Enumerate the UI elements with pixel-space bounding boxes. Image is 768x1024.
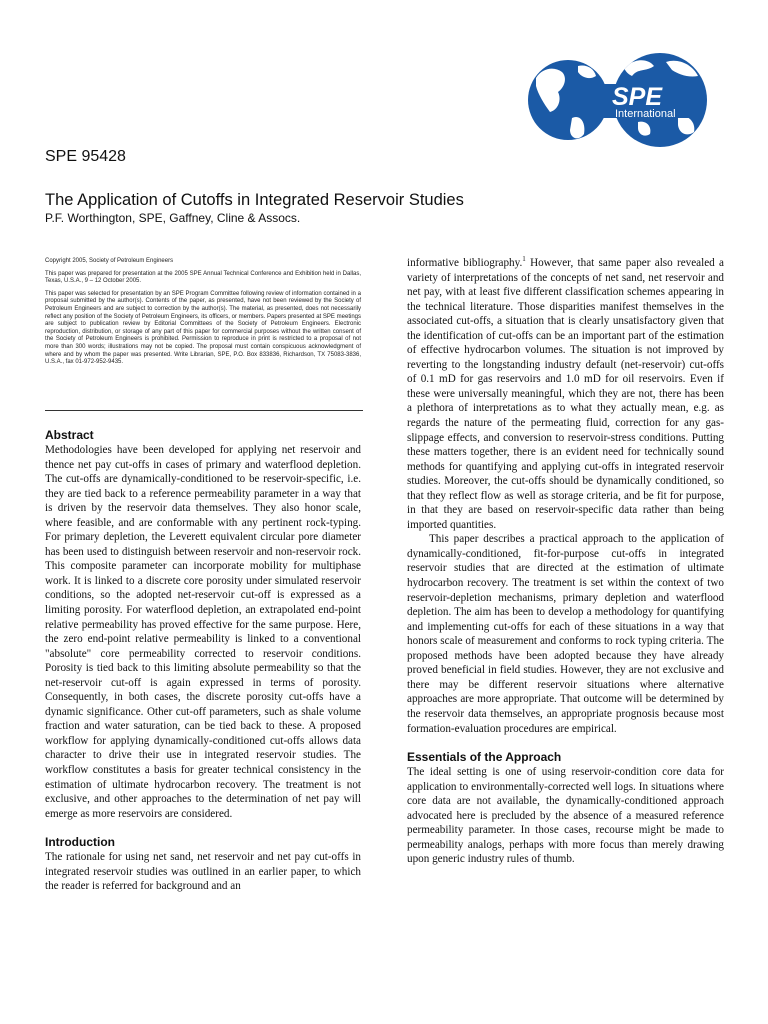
essentials-heading: Essentials of the Approach [407, 750, 562, 765]
abstract-heading: Abstract [45, 428, 94, 442]
logo-text-sub: International [615, 108, 676, 120]
copyright-divider [45, 410, 363, 411]
right-column [407, 256, 724, 867]
paper-id: SPE 95428 [45, 148, 126, 165]
copyright-notice [45, 258, 361, 372]
paper-authors: P.F. Worthington, SPE, Gaffney, Cline & Assocs. [45, 211, 301, 225]
intro-continued-start: informative bibliography. [407, 257, 523, 269]
copyright-line: Copyright 2005, Society of Petroleum Engineers [45, 258, 174, 264]
copyright-selection: This paper was selected for presentation by an SPE Program Committee following review of information contained in a proposal submitted by the author(s). Contents of the paper, as presented, have not been reviewed by the Society of Petroleum Engineers and are subject to correction by the author(s). The material, as presented, does not necessarily reflect any position of the Society of Petroleum Engineers, its officers, or members. Papers presented at SPE meetings are subject to publication review by Editorial Committees of the Society of Petroleum Engineers. Electronic reproduction, distribution, or storage of any part of this paper for commercial purposes without the written consent of the Society of Petroleum Engineers is prohibited. Permission to reproduce in print is restricted to a proposal of not more than 300 words; illustrations may not be copied. The proposal must contain conspicuous acknowledgment of where and by whom the paper was presented. Write Librarian, SPE, P.O. Box 833836, Richardson, TX 75083-3836, U.S.A., fax 01-972-952-9435. [45, 290, 361, 366]
copyright-presentation: This paper was prepared for presentation at the 2005 SPE Annual Technical Conference and Exhibition held in Dallas, Texas, U.S.A., 9 – 12 October 2005. [45, 270, 361, 285]
left-column [45, 427, 361, 894]
essentials-text: The ideal setting is one of using reservoir-condition core data for application to environmentally-corrected well logs. In situations where core data are not available, the dynamically-conditioned approach advocated here is precluded by the absence of a measured reference permeability parameter. In those cases, recourse might be made to permeability analogs, perhaps with more focus than merely drawing upon generic industry rules of thumb. [407, 766, 724, 866]
abstract-text: Methodologies have been developed for applying net reservoir and thence net pay cut-offs in cases of primary and waterflood depletion. The cut-offs are dynamically-conditioned to be reservoir-specific, i.e. they are tied back to a reference permeability parameter in a way that is driven by the reservoir data themselves. They also honor scale, where feasible, and are conformable with any pertinent rock-typing. For primary depletion, the Leverett equivalent circular pore diameter has been used to distinguish between reservoir and non-reservoir rock. This composite parameter can incorporate mobility for multiphase work. It is linked to a discrete core porosity under simulated reservoir conditions, so the adopted net-reservoir cut-off is expressed as a limiting porosity. For waterflood depletion, an extrapolated end-point relative permeability has proved effective for the same purpose. Here, the zero end-point relative permeability is linked to a conventional "absolute" core permeability corrected to reservoir conditions. Porosity is tied back to this limiting absolute permeability so that the net-reservoir cut-off is again expressed in terms of porosity. Consequently, in both cases, the discrete porosity cut-offs have a dynamic significance. Other cut-off parameters, such as shale volume fraction and water saturation, can be tied back to these. A proposed workflow for applying dynamically-conditioned cut-offs allows data character to drive their use in integrated reservoir studies. The workflow constitutes a basis for greater technical consistency in the estimation of ultimate hydrocarbon recovery. The treatment is not exclusive, and other approaches to the determination of net pay will emerge as more reservoirs are considered. [45, 444, 361, 820]
reference-superscript: 1 [522, 255, 526, 263]
introduction-text: The rationale for using net sand, net reservoir and net pay cut-offs in integrated reservoir studies was outlined in an earlier paper, to which the reader is referred for background and an [45, 851, 361, 893]
intro-continued-paragraph [407, 256, 724, 532]
intro-paragraph-2: This paper describes a practical approach to the application of dynamically-conditioned, fit-for-purpose cut-offs in integrated reservoir studies that are directed at the estimation of ultimate hydrocarbon recovery. The treatment is set within the context of two reservoir-depletion mechanisms, primary depletion and waterflood depletion. The aim has been to develop a methodology for quantifying and implementing cut-offs for each of these situations in a way that honors scale of measurement and conforms to rock typing criteria. The proposed methods have been adopted because they have already proved beneficial in field studies. However, they are not exclusive and there may be different reservoir situations where alternative approaches are more appropriate. That outcome will be determined by the reservoir data themselves, an appropriate prognosis because most formation-evaluation procedures are empirical. [407, 533, 724, 735]
intro-continued-rest: However, that same paper also revealed a variety of interpretations of the concepts of net sand, net reservoir and net pay, with at least five different classification schemes appearing in the technical literature. Those disparities manifest themselves in the associated cut-offs, a situation that is clearly unsatisfactory given that the identification of cut-offs can be an important part of the estimation of effective hydrocarbon volumes. The situation is not improved by reverting to the longstanding industry default (net-reservoir) cut-offs of 0.1 mD for gas reservoirs and 1.0 mD for oil reservoirs. Even if these were universally meaningful, which they are not, there has been a plethora of interpretations as to what they actually mean, e.g. as regards the nature of the permeating fluid, correction for any gas-slippage effects, and conversion to reservoir-stress conditions. Putting these matters together, there is an evident need for technically sound methods for quantifying and applying cut-offs in integrated reservoir studies. Moreover, the cut-offs should be dynamically conditioned, so that they reflect flow as well as storage criteria, and be fit for purpose, in that they are based on reservoir-specific data rather than being imported quantities. [407, 257, 724, 531]
paper-title: The Application of Cutoffs in Integrated Reservoir Studies [45, 191, 464, 209]
introduction-heading: Introduction [45, 835, 115, 850]
spe-international-logo [528, 38, 712, 162]
logo-text-main: SPE [612, 83, 663, 111]
